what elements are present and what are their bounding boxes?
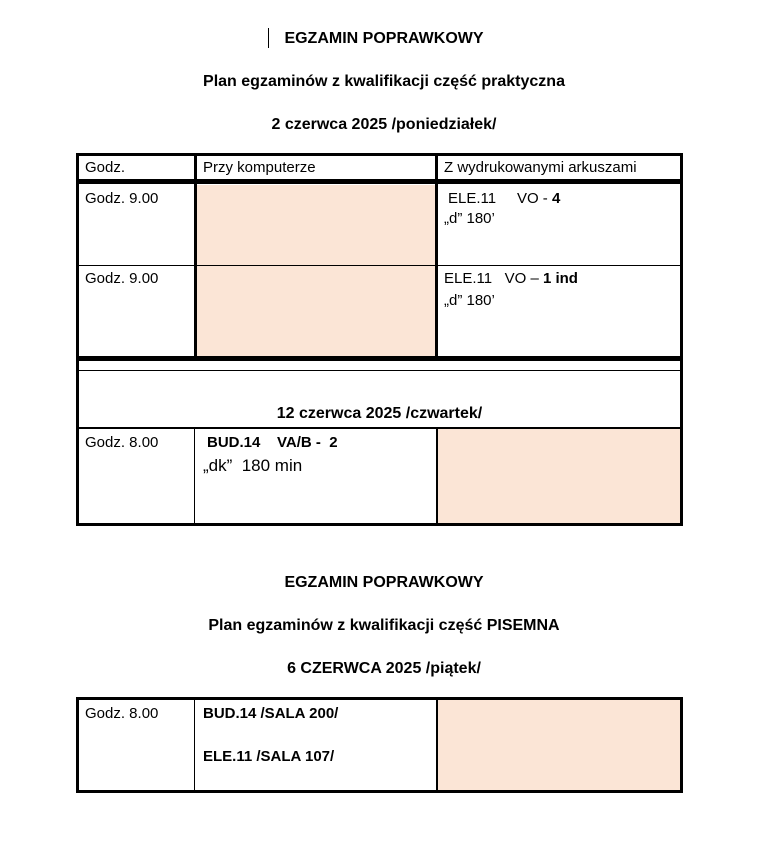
- header-computer: Przy komputerze: [203, 159, 316, 176]
- row1-exam-line: ELE.11 VO - 4: [448, 190, 561, 207]
- page-title: EGZAMIN POPRAWKOWY: [284, 30, 484, 47]
- section2-title: EGZAMIN POPRAWKOWY: [284, 574, 484, 591]
- section2-subtitle: Plan egzaminów z kwalifikacji część PISEMNA: [208, 617, 560, 634]
- section2-date: 6 CZERWCA 2025 /piątek/: [287, 660, 481, 677]
- written-time: Godz. 8.00: [85, 705, 159, 722]
- page-subtitle: Plan egzaminów z kwalifikacji część praktyczna: [203, 73, 565, 90]
- row1-time: Godz. 9.00: [85, 190, 159, 207]
- exam-date-heading: 2 czerwca 2025 /poniedziałek/: [271, 116, 497, 133]
- row2-time: Godz. 9.00: [85, 270, 159, 287]
- printed-cell-empty: [438, 429, 680, 524]
- row2-exam-line: ELE.11 VO – 1 ind: [444, 270, 578, 287]
- written-cell-empty: [438, 700, 680, 790]
- row1-note: „d” 180’: [444, 210, 495, 227]
- row3-time: Godz. 8.00: [85, 434, 159, 451]
- header-time: Godz.: [85, 159, 126, 176]
- row3-note: „dk” 180 min: [203, 456, 303, 475]
- row2-note: „d” 180’: [444, 292, 495, 309]
- computer-cell-empty: [197, 185, 437, 356]
- written-line2: ELE.11 /SALA 107/: [203, 748, 335, 765]
- row3-exam-line: BUD.14 VA/B - 2: [207, 434, 338, 451]
- written-line1: BUD.14 /SALA 200/: [203, 705, 339, 722]
- header-printed: Z wydrukowanymi arkuszami: [444, 159, 637, 176]
- second-date-heading: 12 czerwca 2025 /czwartek/: [276, 405, 483, 422]
